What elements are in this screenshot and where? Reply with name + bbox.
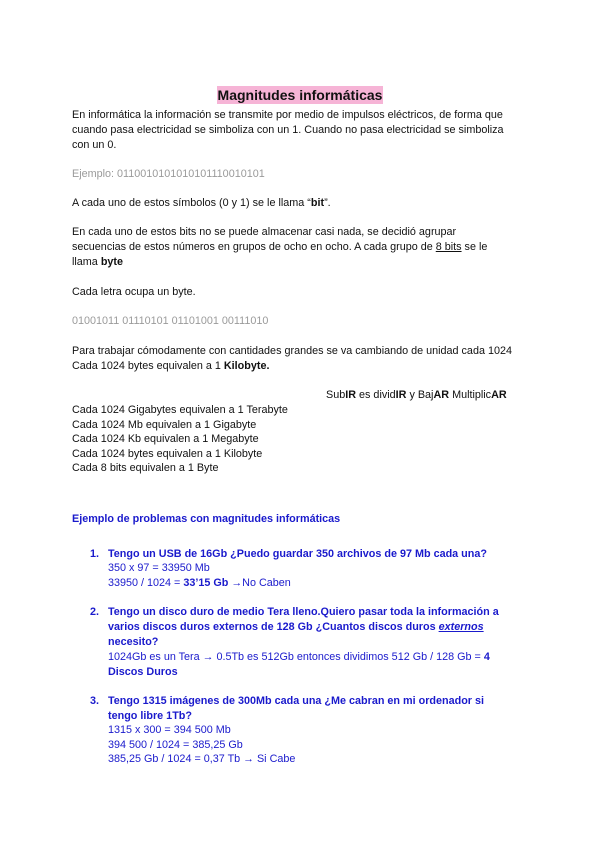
byte-para-line-3-pre: llama xyxy=(72,256,101,268)
problem-number: 2. xyxy=(90,606,100,618)
problem-3-answer-2: 394 500 / 1024 = 385,25 Gb xyxy=(108,739,243,751)
mnemonic-p4: Multiplic xyxy=(449,389,492,401)
units-line-2-pre: Cada 1024 bytes equivalen a 1 xyxy=(72,360,224,372)
eight-bits-underlined: 8 bits xyxy=(435,241,462,253)
byte-para-line-3 xyxy=(72,255,123,269)
mnemonic-b2: IR xyxy=(395,389,407,401)
mnemonic-b4: AR xyxy=(491,389,507,401)
kilobyte-word: Kilobyte. xyxy=(223,360,270,372)
equivalence-line: Cada 1024 Kb equivalen a 1 Megabyte xyxy=(72,433,259,445)
problem-3-question-line-2: tengo libre 1Tb? xyxy=(108,710,192,722)
problem-1-question: Tengo un USB de 16Gb ¿Puedo guardar 350 archivos de 97 Mb cada una? xyxy=(108,548,487,560)
bit-word: bit xyxy=(310,197,325,209)
equivalence-line: Cada 1024 Gigabytes equivalen a 1 Terabyte xyxy=(72,404,288,416)
equivalence-line: Cada 1024 Mb equivalen a 1 Gigabyte xyxy=(72,419,257,431)
bit-sentence-pre: A cada uno de estos símbolos (0 y 1) se le llama “ xyxy=(72,197,311,209)
problem-2-question-line-1: Tengo un disco duro de medio Tera lleno.Quiero pasar toda la información a xyxy=(108,606,499,618)
letter-byte: Cada letra ocupa un byte. xyxy=(72,286,196,298)
equivalence-line: Cada 1024 bytes equivalen a 1 Kilobyte xyxy=(72,448,263,460)
problem-3-answer-1: 1315 x 300 = 394 500 Mb xyxy=(108,724,231,736)
binary-bytes: 01001011 01110101 01101001 00111010 xyxy=(72,315,269,327)
problem-1-answer-1: 350 x 97 = 33950 Mb xyxy=(108,562,210,574)
problem-number: 1. xyxy=(90,548,100,560)
example-binary: Ejemplo: 0110010101010101110010101 xyxy=(72,168,265,180)
byte-para-line-2-post: se le xyxy=(461,241,488,253)
problem-2-answer-1-bold: 4 xyxy=(483,651,490,663)
bit-sentence-post: ”. xyxy=(324,197,331,209)
problem-1-answer-2-pre: 33950 / 1024 = xyxy=(108,577,184,589)
problem-2-question-line-2 xyxy=(108,620,484,634)
intro-line-2: cuando pasa electricidad se simboliza con un 1. Cuando no pasa electricidad se simboliza xyxy=(72,124,504,136)
mnemonic-p3: y Baj xyxy=(406,389,434,401)
mnemonic-p2: es divid xyxy=(356,389,396,401)
problems-heading: Ejemplo de problemas con magnitudes informáticas xyxy=(72,513,341,525)
bit-sentence xyxy=(72,196,331,210)
units-line-2 xyxy=(72,359,269,373)
problem-2-answer-2: Discos Duros xyxy=(108,666,178,678)
problem-1-answer-2-bold: 33’15 Gb xyxy=(183,577,229,589)
problem-2-answer-1-pre: 1024Gb es un Tera → 0.5Tb es 512Gb entonces dividimos 512 Gb / 128 Gb = xyxy=(108,651,484,663)
byte-para-line-1: En cada uno de estos bits no se puede almacenar casi nada, se decidió agrupar xyxy=(72,226,457,238)
problem-1-answer-2-post: →No Caben xyxy=(228,577,291,589)
mnemonic-b1: IR xyxy=(345,389,357,401)
problem-3-question-line-1: Tengo 1315 imágenes de 300Mb cada una ¿Me cabran en mi ordenador si xyxy=(108,695,485,707)
problem-1-answer-2 xyxy=(108,576,291,590)
problem-2-answer-1 xyxy=(108,650,490,664)
byte-word: byte xyxy=(100,256,124,268)
problem-3-answer-3: 385,25 Gb / 1024 = 0,37 Tb → Si Cabe xyxy=(108,753,296,765)
title-container xyxy=(0,86,600,104)
mnemonic-p1: Sub xyxy=(326,389,346,401)
byte-para-line-2 xyxy=(72,240,487,254)
externos-italic: externos xyxy=(438,621,484,633)
mnemonic-b3: AR xyxy=(433,389,450,401)
intro-line-1: En informática la información se transmite por medio de impulsos eléctricos, de forma que xyxy=(72,109,503,121)
problem-number: 3. xyxy=(90,695,100,707)
page-title: Magnitudes informáticas xyxy=(217,87,383,103)
mnemonic xyxy=(326,388,507,402)
intro-line-3: con un 0. xyxy=(72,139,117,151)
problem-2-question-line-2-pre: varios discos duros externos de 128 Gb ¿Cuantos discos duros xyxy=(108,621,439,633)
equivalence-line: Cada 8 bits equivalen a 1 Byte xyxy=(72,462,219,474)
problem-2-question-line-3: necesito? xyxy=(108,636,159,648)
byte-para-line-2-pre: secuencias de estos números en grupos de ocho en ocho. A cada grupo de xyxy=(72,241,436,253)
units-line-1: Para trabajar cómodamente con cantidades grandes se va cambiando de unidad cada 1024 xyxy=(72,345,512,357)
